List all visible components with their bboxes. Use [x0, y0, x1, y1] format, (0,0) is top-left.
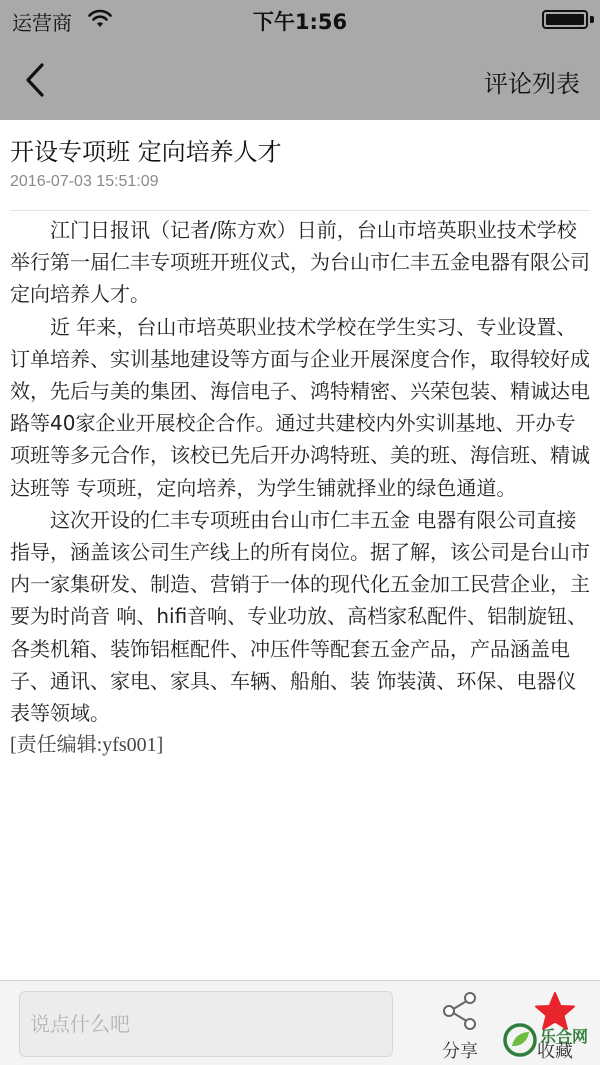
favorite-label: 收藏 — [537, 1041, 573, 1062]
back-icon[interactable] — [18, 62, 54, 98]
battery-tip — [590, 16, 594, 23]
share-label: 分享 — [442, 1041, 478, 1062]
article-paragraph: 江门日报讯（记者/陈方欢）日前，台山市培英职业技术学校举行第一届仁丰专项班开班仪式，为台山市仁丰五金电器有限公司定向培养人才。 — [10, 218, 590, 307]
editor-credit: [责任编辑:yfs001] — [10, 734, 164, 757]
status-time: 下午1:56 — [252, 10, 348, 34]
article-date: 2016-07-03 15:51:09 — [10, 173, 159, 190]
status-bar — [0, 0, 600, 40]
star-icon — [534, 991, 576, 1033]
battery-icon — [542, 10, 588, 29]
article-title: 开设专项班 定向培养人才 — [10, 138, 282, 166]
nav-bar — [0, 40, 600, 120]
article-body — [10, 214, 590, 761]
share-icon — [441, 991, 479, 1031]
carrier-label: 运营商 — [12, 11, 72, 35]
comment-list-button[interactable]: 评论列表 — [484, 70, 580, 98]
bottom-bar — [0, 980, 600, 1065]
watermark-text: 乐合网 — [540, 1027, 589, 1046]
header-divider — [10, 210, 590, 211]
comment-input[interactable] — [19, 991, 393, 1057]
article-paragraph: 近 年来，台山市培英职业技术学校在学生实习、专业设置、订单培养、实训基地建设等方面与企业开展深度合作，取得较好成效，先后与美的集团、海信电子、鸿特精密、兴荣包装、精诚达电路等40家企业开展校企合作。通过共建校内外实训基地、开办专项班等多元合作，该校已先后开办鸿特班、美的班、海信班、精诚达班等 专项班，定向培养，为学生铺就择业的绿色通道。 — [10, 314, 590, 500]
favorite-button[interactable] — [525, 987, 585, 1062]
article-paragraph: 这次开设的仁丰专项班由台山市仁丰五金 电器有限公司直接指导，涵盖该公司生产线上的所有岗位。据了解，该公司是台山市内一家集研发、制造、营销于一体的现代化五金加工民营企业，主要为时尚音 响、hifi音响、专业功放、高档家私配件、铝制旋钮、各类机箱、装饰铝框配件、冲压件等配套五金产品，产品涵盖电子、通讯、家电、家具、车辆、船舶、装 饰装潢、环保、电器仪表等领域。 — [10, 507, 590, 726]
share-button[interactable] — [430, 987, 490, 1062]
